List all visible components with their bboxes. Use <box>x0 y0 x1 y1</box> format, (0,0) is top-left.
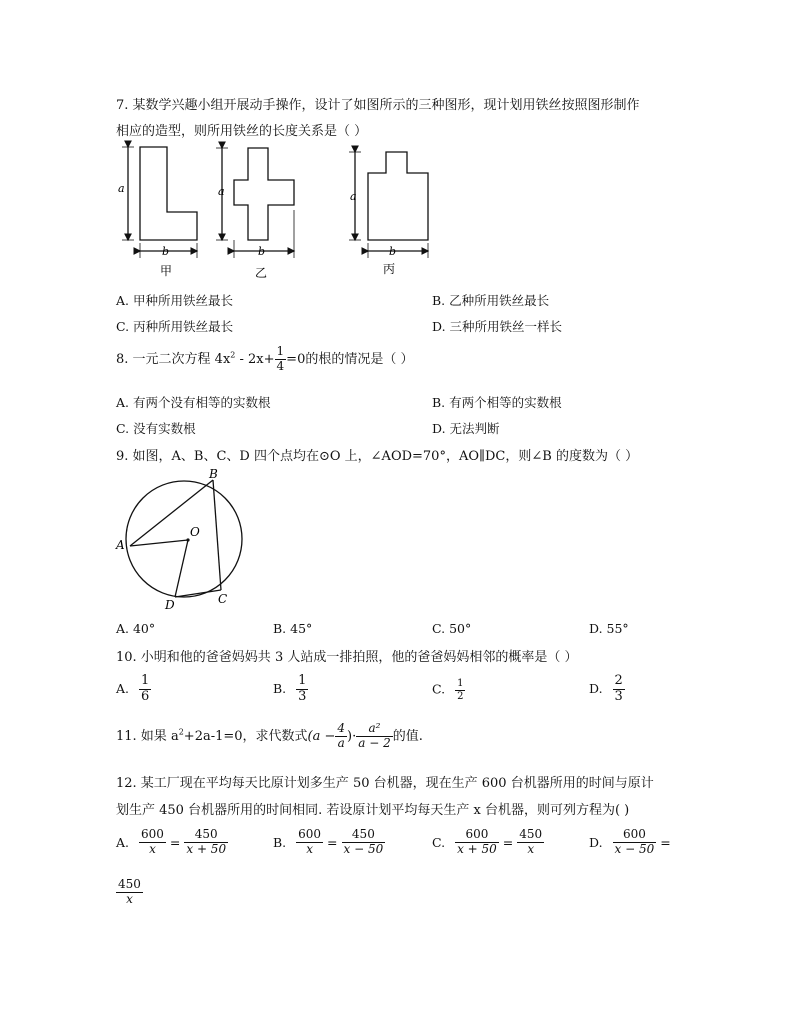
q7-line1: 7. 某数学兴趣小组开展动手操作，设计了如图所示的三种图形，现计划用铁丝按照图形制作 <box>116 98 640 113</box>
q12-d-right <box>116 878 143 907</box>
fig-yi-a-label: a <box>218 185 225 198</box>
q12-c-lnum: 600 <box>465 827 489 841</box>
fig-jia-a-label: a <box>118 182 125 195</box>
q8-prefix: 8. 一元二次方程 4x <box>116 351 231 367</box>
q7-figures <box>110 140 450 280</box>
q12-d-left <box>613 828 657 857</box>
q8-fraction <box>275 345 287 374</box>
q8-option-d[interactable]: D. 无法判断 <box>432 421 500 436</box>
fig-bing-b-label: b <box>389 245 397 258</box>
q11-stem <box>116 722 423 751</box>
fig-jia-name: 甲 <box>160 264 173 278</box>
q9-option-d[interactable]: D. 55° <box>589 621 629 636</box>
q12-d-lden: x − 50 <box>614 841 655 856</box>
q12-b-lden: x <box>296 842 323 857</box>
q12-option-d-wrap <box>116 878 143 907</box>
q9-option-c[interactable]: C. 50° <box>432 621 472 636</box>
q11-f2-den: a − 2 <box>358 735 391 750</box>
q8-option-c[interactable]: C. 没有实数根 <box>116 421 196 436</box>
q12-a-rnum: 450 <box>194 827 218 841</box>
q12-c-rnum: 450 <box>519 827 543 841</box>
fig-yi-name: 乙 <box>255 266 268 280</box>
q12-option-c[interactable] <box>432 828 544 857</box>
q9-option-a[interactable]: A. 40° <box>116 621 156 636</box>
q10-b-fraction <box>296 674 308 705</box>
q10-b-letter: B. <box>273 680 287 696</box>
q10-c-num: 1 <box>457 678 464 689</box>
q12-a-lnum: 600 <box>141 827 164 841</box>
q12-d-rden: x <box>116 892 143 907</box>
q10-d-den: 3 <box>614 688 623 704</box>
q10-d-num: 2 <box>614 673 623 688</box>
q12-a-left <box>139 828 166 857</box>
q10-option-c[interactable] <box>432 678 465 702</box>
q12-d-lnum: 600 <box>622 827 646 841</box>
q12-d-letter: D. <box>589 834 603 850</box>
q8-stem <box>116 345 413 374</box>
q11-paren-close: )· <box>347 728 357 744</box>
q12-b-left <box>296 828 323 857</box>
q12-a-lden: x <box>139 842 166 857</box>
fig-jia-b-label: b <box>162 245 170 258</box>
circle-o <box>126 481 242 597</box>
fig-yi-b-label: b <box>258 245 266 258</box>
q12-line2: 划生产 450 台机器所用的时间相同. 若设原计划平均每天生产 x 台机器，则可列方程为( ) <box>116 803 630 818</box>
q7-option-b[interactable]: B. 乙种所用铁丝最长 <box>432 293 550 308</box>
figure-yi <box>216 148 294 258</box>
q10-a-den: 6 <box>141 688 150 704</box>
q12-a-right <box>184 828 228 857</box>
q10-d-fraction <box>613 674 625 705</box>
q9-stem: 9. 如图，A、B、C、D 四个点均在⊙O 上，∠AOD=70°，AO∥DC，则∠B 的度数为（ ） <box>116 449 639 464</box>
q10-a-num: 1 <box>141 673 150 688</box>
q12-c-letter: C. <box>432 834 446 850</box>
q8-frac-num: 1 <box>276 344 285 358</box>
q8-sup: 2 <box>230 350 236 360</box>
q8-mid: - 2x+ <box>235 351 275 367</box>
q7-option-a[interactable]: A. 甲种所用铁丝最长 <box>116 293 233 308</box>
q11-prefix: 11. 如果 a <box>116 728 179 744</box>
q12-d-eq: = <box>660 834 671 850</box>
q9-option-b[interactable]: B. 45° <box>273 621 313 636</box>
q10-c-den: 2 <box>457 690 464 702</box>
point-a-label: A <box>116 538 125 552</box>
figure-bing <box>349 152 428 258</box>
point-c-label: C <box>218 592 228 606</box>
q11-sup: 2 <box>178 727 184 737</box>
q12-c-left <box>455 828 499 857</box>
q9-circle-figure <box>112 466 252 616</box>
q12-option-b[interactable] <box>273 828 385 857</box>
q8-option-b[interactable]: B. 有两个相等的实数根 <box>432 395 562 410</box>
q12-c-eq: = <box>502 834 514 850</box>
q11-suffix: 的值. <box>392 728 423 744</box>
q12-c-right <box>517 828 544 857</box>
q12-b-rden: x − 50 <box>343 841 384 856</box>
q10-option-b[interactable] <box>273 674 308 705</box>
q12-option-d[interactable] <box>589 828 671 857</box>
q12-b-rnum: 450 <box>351 827 375 841</box>
q10-c-letter: C. <box>432 681 446 697</box>
q7-line2: 相应的造型，则所用铁丝的长度关系是（ ） <box>116 124 368 139</box>
q11-f2-num: a² <box>368 721 381 735</box>
fig-bing-a-label: a <box>350 190 357 203</box>
q12-b-right <box>342 828 386 857</box>
q10-option-a[interactable] <box>116 674 151 705</box>
q7-option-d[interactable]: D. 三种所用铁丝一样长 <box>432 319 563 334</box>
q10-b-den: 3 <box>298 688 307 704</box>
q8-suffix: =0的根的情况是（ ） <box>286 351 414 367</box>
q10-a-fraction <box>139 674 151 705</box>
q12-line1: 12. 某工厂现在平均每天比原计划多生产 50 台机器，现在生产 600 台机器所用的时间与原计 <box>116 776 654 791</box>
q10-b-num: 1 <box>298 673 307 688</box>
q8-option-a[interactable]: A. 有两个没有相等的实数根 <box>116 395 271 410</box>
fig-bing-name: 丙 <box>383 262 396 276</box>
q11-paren-open: (a − <box>307 728 336 744</box>
q12-d-rnum: 450 <box>118 877 141 891</box>
q12-c-lden: x + 50 <box>457 841 497 856</box>
q12-a-rden: x + 50 <box>186 841 227 856</box>
point-o-label: O <box>190 525 200 539</box>
q10-option-d[interactable] <box>589 674 625 705</box>
q8-frac-den: 4 <box>276 358 285 373</box>
point-d-label: D <box>165 598 175 612</box>
q10-c-fraction <box>455 678 465 702</box>
q10-stem: 10. 小明和他的爸爸妈妈共 3 人站成一排拍照，他的爸爸妈妈相邻的概率是（ ） <box>116 650 578 665</box>
q12-b-lnum: 600 <box>298 827 322 841</box>
q10-d-letter: D. <box>589 680 603 696</box>
q11-frac-1 <box>335 722 347 751</box>
point-b-label: B <box>209 467 218 481</box>
q10-a-letter: A. <box>116 680 130 696</box>
q12-a-eq: = <box>169 834 181 850</box>
q12-c-rden: x <box>517 842 544 857</box>
q11-frac-2 <box>356 722 392 751</box>
q12-option-a[interactable] <box>116 828 228 857</box>
q7-option-c[interactable]: C. 丙种所用铁丝最长 <box>116 319 234 334</box>
q11-mid: +2a-1=0，求代数式 <box>183 728 308 744</box>
figure-jia <box>122 147 197 258</box>
q12-a-letter: A. <box>116 834 130 850</box>
q11-f1-num: 4 <box>337 721 346 735</box>
q12-b-eq: = <box>327 834 338 850</box>
q11-f1-den: a <box>335 736 347 751</box>
q12-b-letter: B. <box>273 834 287 850</box>
